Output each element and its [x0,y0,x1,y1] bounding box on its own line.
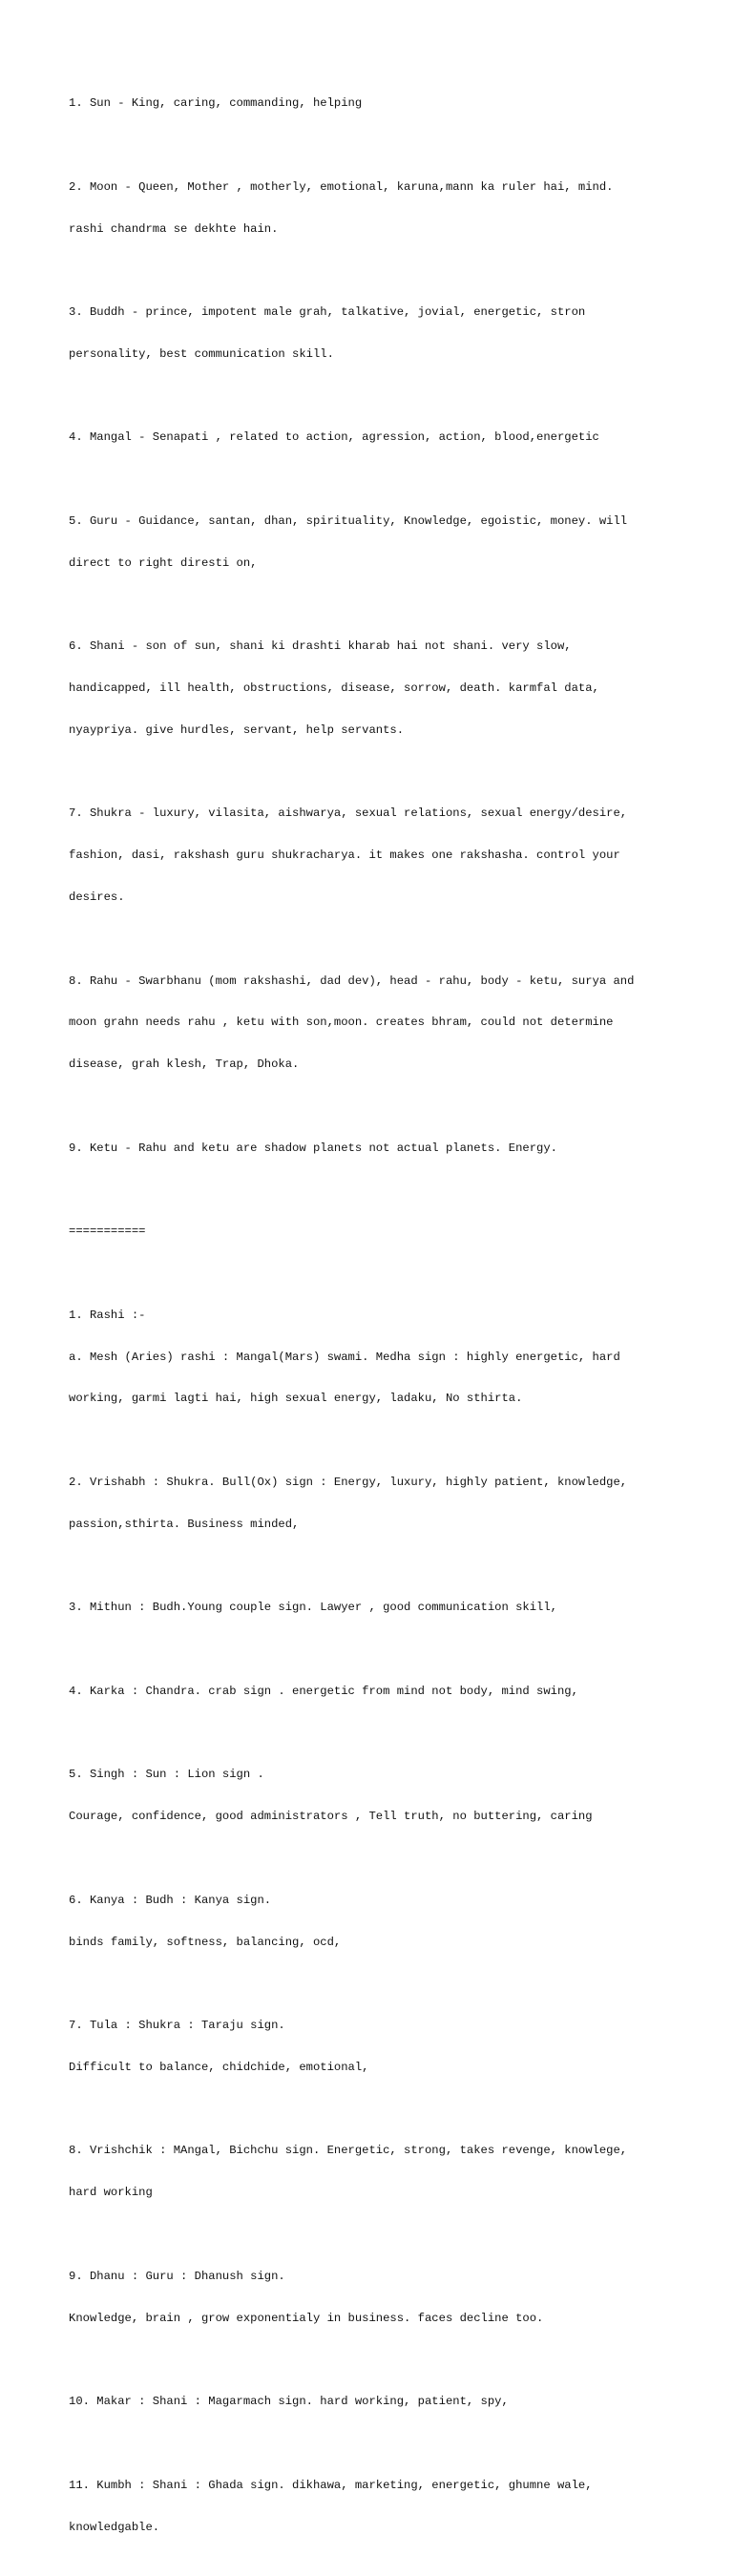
text-line: 8. Vrishchik : MAngal, Bichchu sign. Energetic, strong, takes revenge, knowlege, [69,2144,628,2158]
paragraph-rashi-dhanu [69,2242,680,2354]
text-line: 6. Shani - son of sun, shani ki drashti kharab hai not shani. very slow, [69,639,572,654]
text-line: desires. [69,890,125,905]
text-line: 2. Moon - Queen, Mother , motherly, emotional, karuna,mann ka ruler hai, mind. [69,179,614,194]
text-line: nyaypriya. give hurdles, servant, help servants. [69,723,405,737]
text-line: 1. Rashi :- [69,1308,146,1322]
text-line: rashi chandrma se dekhte hain. [69,221,279,236]
text-line: 4. Mangal - Senapati , related to action, agression, action, blood,energetic [69,430,599,445]
text-line: 4. Karka : Chandra. crab sign . energetic from mind not body, mind swing, [69,1684,578,1698]
text-line: a. Mesh (Aries) rashi : Mangal(Mars) swami. Medha sign : highly energetic, hard [69,1350,620,1364]
paragraph-planet-moon [69,153,680,264]
text-line: 7. Shukra - luxury, vilasita, aishwarya, sexual relations, sexual energy/desire, [69,806,628,821]
paragraph-rashi-kumbh [69,2451,680,2563]
text-line: 6. Kanya : Budh : Kanya sign. [69,1893,272,1907]
text-line: 11. Kumbh : Shani : Ghada sign. dikhawa, marketing, energetic, ghumne wale, [69,2478,593,2492]
text-line: 10. Makar : Shani : Magarmach sign. hard working, patient, spy, [69,2395,509,2409]
text-line: 3. Buddh - prince, impotent male grah, talkative, jovial, energetic, stron [69,305,586,320]
text-line: hard working [69,2186,153,2200]
document-page [69,69,680,2576]
text-line: 9. Dhanu : Guru : Dhanush sign. [69,2269,285,2283]
text-line: passion,sthirta. Business minded, [69,1517,300,1531]
text-line: 2. Vrishabh : Shukra. Bull(Ox) sign : Energy, luxury, highly patient, knowledge, [69,1475,628,1489]
paragraph-planet-rahu [69,946,680,1100]
section-divider [69,1197,680,1267]
paragraph-rashi-kanya [69,1866,680,1978]
paragraph-rashi-vrishchik [69,2116,680,2228]
text-line: binds family, softness, balancing, ocd, [69,1935,342,1949]
text-line: =========== [69,1225,146,1239]
text-line: fashion, dasi, rakshash guru shukracharya. it makes one rakshasha. control your [69,848,620,863]
paragraph-planet-guru [69,487,680,598]
text-line: Courage, confidence, good administrators , Tell truth, no buttering, caring [69,1810,593,1824]
text-line: moon grahn needs rahu , ketu with son,moon. creates bhram, could not determine [69,1016,614,1030]
text-line: personality, best communication skill. [69,346,334,361]
paragraph-rashi-vrishabh [69,1448,680,1560]
paragraph-planet-ketu [69,1114,680,1183]
paragraph-planet-buddh [69,278,680,389]
text-line: 1. Sun - King, caring, commanding, helping [69,96,363,111]
paragraph-rashi-makar [69,2367,680,2437]
text-line: 3. Mithun : Budh.Young couple sign. Lawyer , good communication skill, [69,1601,557,1615]
paragraph-planet-shani [69,612,680,765]
paragraph-planet-mangal [69,403,680,472]
text-line: knowledgable. [69,2520,160,2534]
paragraph-rashi-mithun [69,1573,680,1643]
text-line: 5. Singh : Sun : Lion sign . [69,1768,264,1782]
paragraph-planet-sun [69,69,680,138]
text-line: Knowledge, brain , grow exponentialy in business. faces decline too. [69,2311,544,2325]
text-line: 8. Rahu - Swarbhanu (mom rakshashi, dad dev), head - rahu, body - ketu, surya and [69,974,635,988]
text-line: direct to right diresti on, [69,555,258,570]
paragraph-rashi-tula [69,1991,680,2103]
paragraph-planet-shukra [69,779,680,932]
paragraph-rashi-singh [69,1740,680,1852]
paragraph-rashi-karka [69,1657,680,1727]
text-line: working, garmi lagti hai, high sexual energy, ladaku, No sthirta. [69,1392,523,1406]
text-line: Difficult to balance, chidchide, emotional, [69,2060,369,2074]
text-line: 5. Guru - Guidance, santan, dhan, spirituality, Knowledge, egoistic, money. will [69,514,628,528]
text-line: 7. Tula : Shukra : Taraju sign. [69,2019,285,2033]
text-line: disease, grah klesh, Trap, Dhoka. [69,1058,300,1072]
paragraph-rashi-mesh [69,1281,680,1435]
text-line: 9. Ketu - Rahu and ketu are shadow planets not actual planets. Energy. [69,1141,557,1155]
text-line: handicapped, ill health, obstructions, disease, sorrow, death. karmfal data, [69,681,599,696]
